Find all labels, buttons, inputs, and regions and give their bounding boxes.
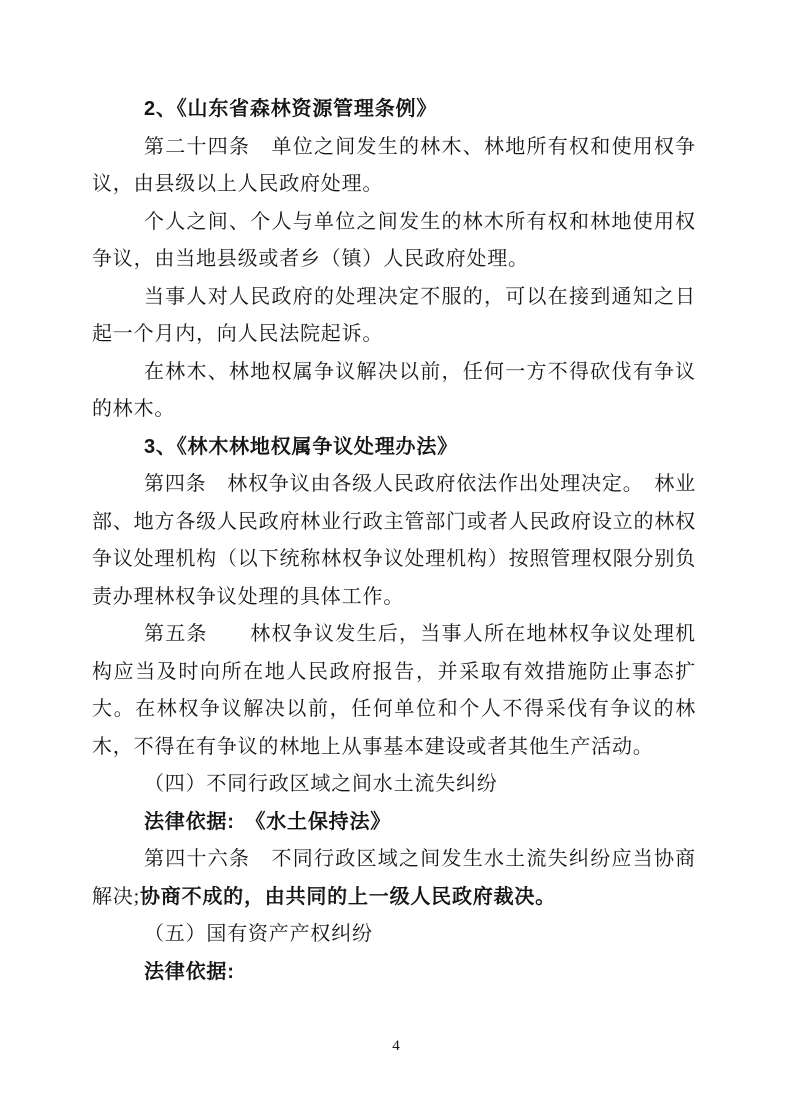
paragraph <box>92 954 696 992</box>
paragraph <box>92 841 696 916</box>
paragraph <box>92 466 696 616</box>
bold-text-segment: 协商不成的，由共同的上一级人民政府裁决。 <box>139 885 556 908</box>
paragraph <box>92 766 696 804</box>
text-segment: 第四十六条 不同行政区域之间发生水土流失纠纷应当协商解决; <box>92 848 696 908</box>
bold-text-segment: 法律依据: 《水土保持法》 <box>144 810 392 833</box>
paragraph <box>92 91 696 129</box>
paragraph <box>92 804 696 842</box>
page-number: 4 <box>392 1038 400 1054</box>
text-segment: 在林木、林地权属争议解决以前，任何一方不得砍伐有争议的林木。 <box>92 360 696 420</box>
paragraph <box>92 129 696 204</box>
paragraph <box>92 429 696 467</box>
paragraph <box>92 616 696 766</box>
paragraph <box>92 354 696 429</box>
text-segment: 当事人对人民政府的处理决定不服的，可以在接到通知之日起一个月内，向人民法院起诉。 <box>92 285 696 345</box>
text-segment: 个人之间、个人与单位之间发生的林木所有权和林地使用权争议，由当地县级或者乡（镇）人民政府处理。 <box>92 210 696 270</box>
paragraph <box>92 204 696 279</box>
text-segment: 第五条 林权争议发生后，当事人所在地林权争议处理机构应当及时向所在地人民政府报告，并采取有效措施防止事态扩大。在林权争议解决以前，任何单位和个人不得采伐有争议的林木，不得在有争议的林地上从事基本建设或者其他生产活动。 <box>92 623 696 758</box>
text-segment: （五）国有资产产权纠纷 <box>144 923 373 945</box>
document-body <box>92 91 696 991</box>
paragraph <box>92 916 696 954</box>
bold-text-segment: 2、《山东省森林资源管理条例》 <box>144 98 438 120</box>
bold-text-segment: 3、《林木林地权属争议处理办法》 <box>144 435 458 458</box>
text-segment: （四）不同行政区域之间水土流失纠纷 <box>144 773 498 795</box>
bold-text-segment: 法律依据: <box>144 960 235 983</box>
text-segment: 第二十四条 单位之间发生的林木、林地所有权和使用权争议，由县级以上人民政府处理。 <box>92 135 696 195</box>
text-segment: 第四条 林权争议由各级人民政府依法作出处理决定。 林业部、地方各级人民政府林业行政主管部门或者人民政府设立的林权争议处理机构（以下统称林权争议处理机构）按照管理权限分别负责办理林权争议处理的具体工作。 <box>92 473 696 608</box>
paragraph <box>92 279 696 354</box>
